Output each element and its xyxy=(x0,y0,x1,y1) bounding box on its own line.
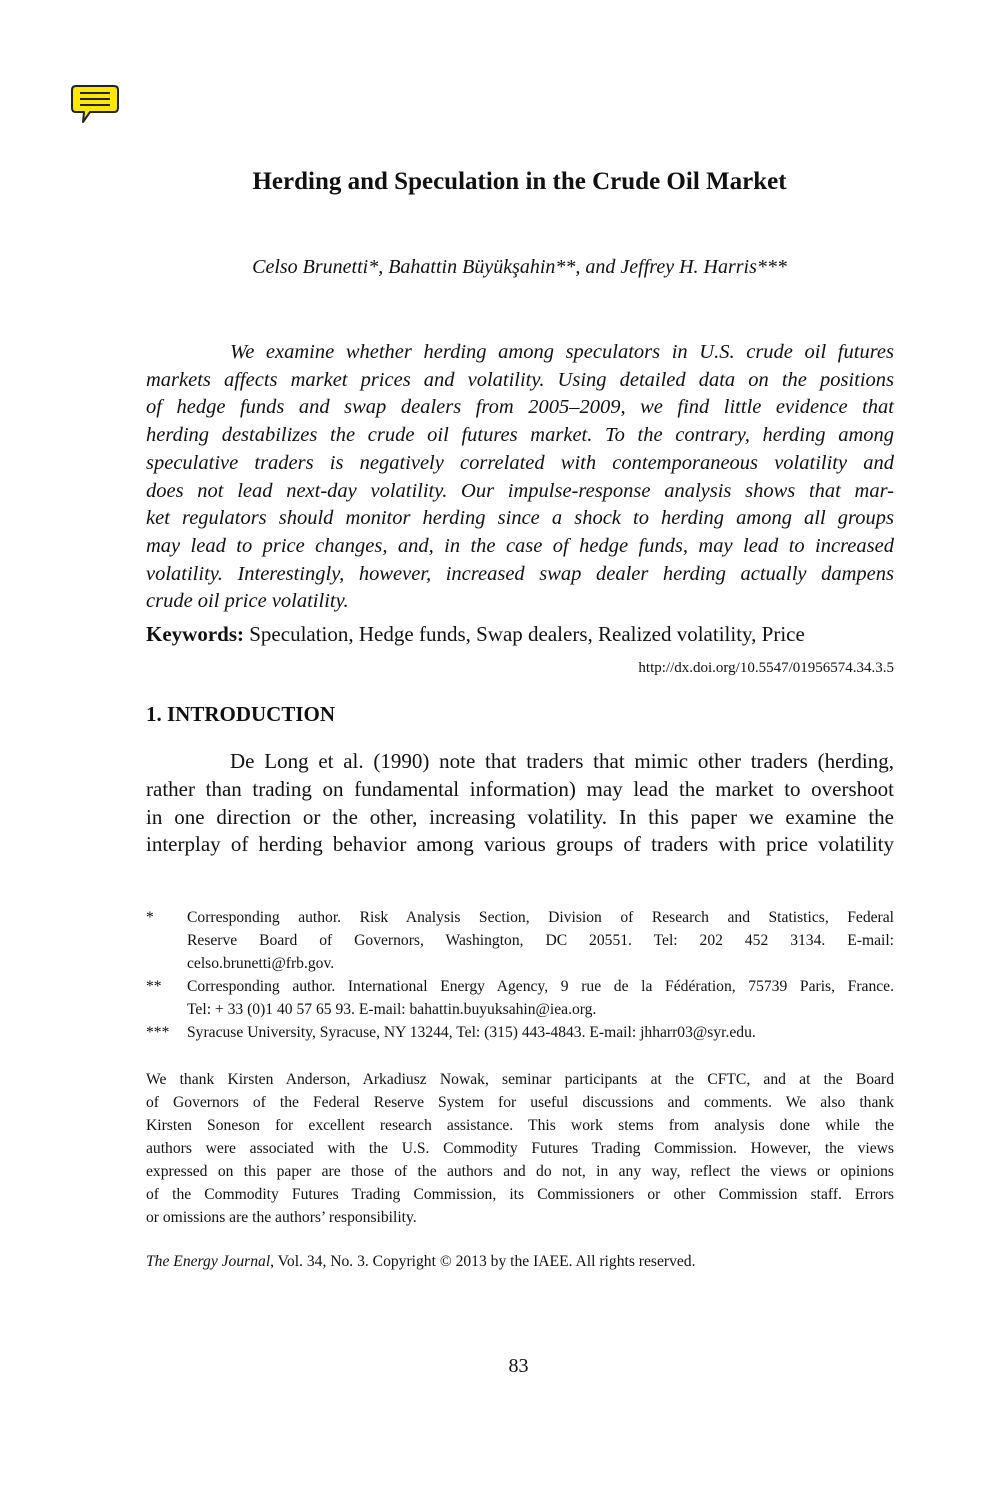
acknowledgment-line: expressed on this paper are those of the authors and do not, in any way, reflect the views or opinions xyxy=(146,1163,894,1180)
abstract-line: of hedge funds and swap dealers from 2005–2009, we find little evidence that xyxy=(146,396,894,419)
intro-line: in one direction or the other, increasing volatility. In this paper we examine the xyxy=(146,804,894,829)
footnote-line: Syracuse University, Syracuse, NY 13244, Tel: (315) 443-4843. E-mail: jhharr03@syr.edu. xyxy=(187,1024,756,1041)
acknowledgment-line: or omissions are the authors’ responsibility. xyxy=(146,1209,417,1226)
acknowledgment-line: We thank Kirsten Anderson, Arkadiusz Nowak, seminar participants at the CFTC, and at the Board xyxy=(146,1071,894,1088)
footnote-line: Reserve Board of Governors, Washington, DC 20551. Tel: 202 452 3134. E-mail: xyxy=(187,932,894,949)
keywords xyxy=(146,622,805,647)
keywords-text: Speculation, Hedge funds, Swap dealers, Realized volatility, Price xyxy=(244,622,805,646)
footnotes xyxy=(146,906,894,1044)
abstract-line: volatility. Interestingly, however, increased swap dealer herding actually dampens xyxy=(146,562,894,585)
section-heading-introduction: 1. INTRODUCTION xyxy=(146,702,336,726)
footnote-line: Corresponding author. International Energy Agency, 9 rue de la Fédération, 75739 Paris, France. xyxy=(187,978,894,995)
abstract-line: markets affects market prices and volatility. Using detailed data on the positions xyxy=(146,368,894,391)
footnote-mark: * xyxy=(146,909,154,926)
footnote-line: celso.brunetti@frb.gov. xyxy=(187,955,335,972)
acknowledgment-line: of Governors of the Federal Reserve System for useful discussions and comments. We also thank xyxy=(146,1094,894,1111)
footnote-line: Corresponding author. Risk Analysis Section, Division of Research and Statistics, Federal xyxy=(187,909,894,926)
copyright-notice xyxy=(146,1253,696,1271)
abstract-line: does not lead next-day volatility. Our impulse-response analysis shows that mar- xyxy=(146,479,894,502)
abstract-line: We examine whether herding among speculators in U.S. crude oil futures xyxy=(230,341,894,363)
abstract-line: speculative traders is negatively correlated with contemporaneous volatility and xyxy=(146,451,894,474)
acknowledgment-line: Kirsten Soneson for excellent research assistance. This work stems from analysis done while the xyxy=(146,1117,894,1134)
comment-note-icon-graphic xyxy=(70,84,120,126)
abstract-line: may lead to price changes, and, in the case of hedge funds, may lead to increased xyxy=(146,534,894,557)
footnote-mark: ** xyxy=(146,978,162,995)
acknowledgment-line: of the Commodity Futures Trading Commission, its Commissioners or other Commission staff. Errors xyxy=(146,1186,894,1203)
abstract-line: ket regulators should monitor herding since a shock to herding among all groups xyxy=(146,507,894,530)
abstract-line: crude oil price volatility. xyxy=(146,590,349,613)
paper-title: Herding and Speculation in the Crude Oil Market xyxy=(252,168,787,195)
doi-link[interactable]: http://dx.doi.org/10.5547/01956574.34.3.5 xyxy=(638,660,894,676)
copyright-text: , Vol. 34, No. 3. Copyright © 2013 by the IAEE. All rights reserved. xyxy=(270,1253,696,1270)
footnote-2 xyxy=(146,975,894,1021)
intro-line: De Long et al. (1990) note that traders that mimic other traders (herding, xyxy=(230,749,894,773)
intro-line: rather than trading on fundamental information) may lead the market to overshoot xyxy=(146,776,894,801)
introduction-paragraph xyxy=(146,748,894,859)
acknowledgment-line: authors were associated with the U.S. Commodity Futures Trading Commission. However, the views xyxy=(146,1140,894,1157)
keywords-label: Keywords: xyxy=(146,622,244,646)
abstract-line: herding destabilizes the crude oil futures market. To the contrary, herding among xyxy=(146,424,894,447)
page-number: 83 xyxy=(508,1355,529,1377)
acknowledgments xyxy=(146,1068,894,1229)
abstract xyxy=(146,339,894,616)
footnote-mark: *** xyxy=(146,1024,170,1041)
comment-note-icon[interactable] xyxy=(70,84,120,126)
intro-line: interplay of herding behavior among various groups of traders with price volatility xyxy=(146,832,894,857)
footnote-1 xyxy=(146,906,894,975)
journal-name: The Energy Journal xyxy=(146,1253,271,1270)
footnote-line: Tel: + 33 (0)1 40 57 65 93. E-mail: bahattin.buyuksahin@iea.org. xyxy=(187,1001,597,1018)
author-list: Celso Brunetti*, Bahattin Büyükşahin**, and Jeffrey H. Harris*** xyxy=(252,256,787,278)
footnote-3 xyxy=(146,1021,894,1044)
